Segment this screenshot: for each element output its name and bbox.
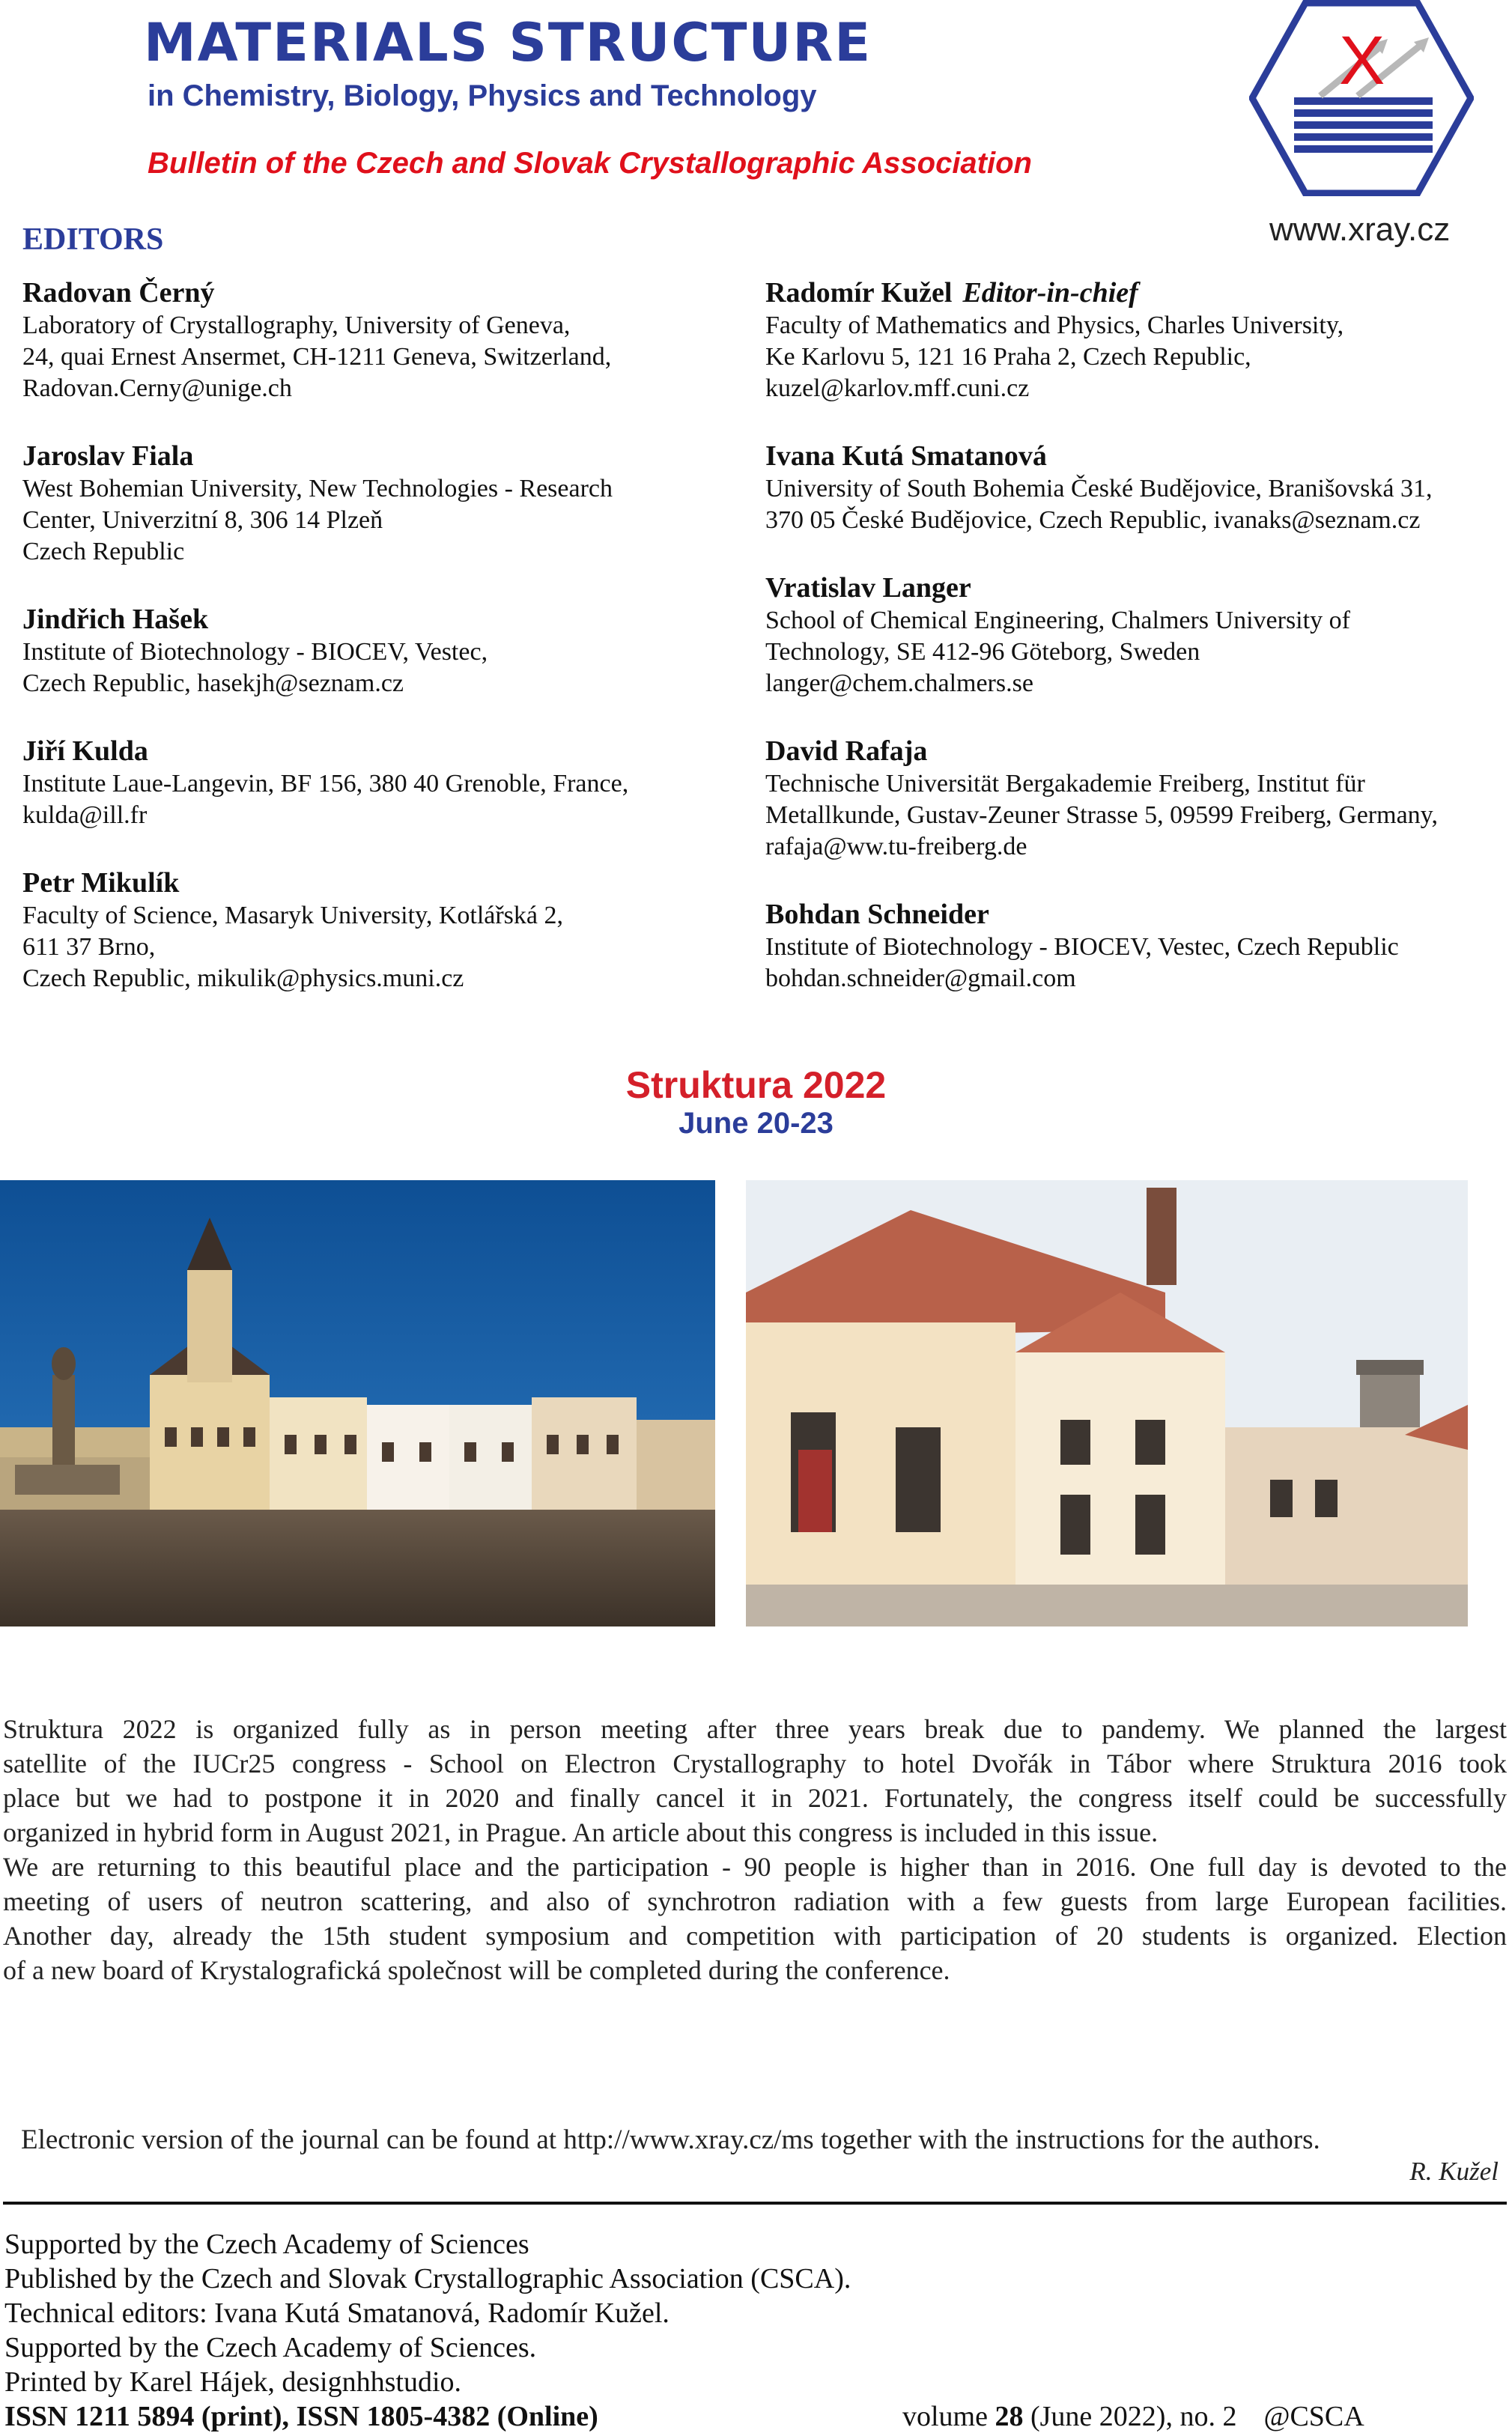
editor-email[interactable]: bohdan.schneider@gmail.com [765,965,1076,992]
volume-suffix: (June 2022), no. 2 [1023,2401,1237,2432]
volume-info [902,2399,1364,2434]
town-square-photo [0,1180,715,1626]
editor-smatanova [765,439,1484,536]
body-line: satellite of the IUCr25 congress - School on Electron Crystallography to hotel Dvořák in Tábor where Struktura 2016 took [3,1749,1507,1779]
conference-date: June 20-23 [678,1107,834,1140]
editor-name: Radomír Kužel [765,277,953,309]
footer-line: Supported by the Czech Academy of Sciences [4,2229,529,2260]
signature: R. Kužel [1409,2157,1499,2186]
xray-logo-icon [1249,0,1474,196]
website-url[interactable]: www.xray.cz [1269,211,1451,248]
editor-address-line: Czech Republic [22,538,185,565]
conference-title: Struktura 2022 [625,1064,887,1106]
footer-line: Published by the Czech and Slovak Crystallographic Association (CSCA). [4,2263,851,2294]
body-line: We are returning to this beautiful place and the participation - 90 people is higher than in 2016. One full day is devoted to the [3,1852,1507,1882]
logo-letter: X [1339,22,1385,99]
editor-address-line: West Bohemian University, New Technologies - Research [22,475,613,502]
editor-address-line: Faculty of Mathematics and Physics, Charles University, [765,312,1344,339]
journal-title: MATERIALS STRUCTURE [144,12,872,73]
issn: ISSN 1211 5894 (print), ISSN 1805-4382 (Online) [4,2401,598,2432]
editor-name: Bohdan Schneider [765,899,989,930]
copyright: @CSCA [1263,2401,1364,2432]
editor-address-line: Technische Universität Bergakademie Freiberg, Institut für [765,770,1365,798]
editor-email[interactable]: Czech Republic, mikulik@physics.muni.cz [22,965,464,992]
editor-rafaja [765,734,1484,863]
editor-address-line: Institute Laue-Langevin, BF 156, 380 40 Grenoble, France, [22,770,629,798]
editor-address-line: 611 37 Brno, [22,933,156,961]
volume-number: 28 [995,2401,1024,2432]
footer-divider [3,2202,1507,2205]
editor-schneider [765,897,1484,994]
editor-name: David Rafaja [765,735,928,767]
editor-address-line: Laboratory of Crystallography, University of Geneva, [22,312,571,339]
editor-name: Jiří Kulda [22,735,148,767]
editor-address-line: School of Chemical Engineering, Chalmers University of [765,607,1350,634]
editor-address-line: University of South Bohemia České Budějovice, Branišovská 31, [765,475,1433,502]
editor-email[interactable]: langer@chem.chalmers.se [765,669,1033,697]
electronic-version-note: Electronic version of the journal can be found at http://www.xray.cz/ms together with the instructions for the authors. [21,2124,1320,2155]
editor-name: Petr Mikulík [22,867,180,899]
editor-email[interactable]: Czech Republic, hasekjh@seznam.cz [22,669,404,697]
editor-address-line: Faculty of Science, Masaryk University, Kotlářská 2, [22,902,564,929]
editor-role: Editor-in-chief [962,277,1138,309]
journal-subtitle: in Chemistry, Biology, Physics and Technology [148,79,817,112]
editor-name: Ivana Kutá Smatanová [765,440,1047,472]
editor-address-line: 24, quai Ernest Ansermet, CH-1211 Geneva, Switzerland, [22,343,612,371]
body-line: Struktura 2022 is organized fully as in person meeting after three years break due to pandemy. We planned the largest [3,1714,1507,1744]
editor-email[interactable]: Radovan.Cerny@unige.ch [22,374,292,402]
editor-name: Radovan Černý [22,277,215,309]
editor-address-line: Technology, SE 412-96 Göteborg, Sweden [765,638,1200,666]
editors-heading: EDITORS [22,222,164,257]
footer-line: Technical editors: Ivana Kutá Smatanová, Radomír Kužel. [4,2297,670,2329]
editor-fiala [22,439,741,568]
body-line: organized in hybrid form in August 2021, in Prague. An article about this congress is included in this issue. [3,1817,1159,1847]
editor-name: Jaroslav Fiala [22,440,194,472]
editor-name-row [765,276,1484,310]
editor-address-line: Center, Univerzitní 8, 306 14 Plzeň [22,506,383,534]
editor-email[interactable]: kuzel@karlov.mff.cuni.cz [765,374,1030,402]
editor-address-line: Institute of Biotechnology - BIOCEV, Vestec, [22,638,488,666]
body-line: meeting of users of neutron scattering, and also of synchrotron radiation with a few guests from large European facilities. [3,1886,1507,1916]
editor-email[interactable]: 370 05 České Budějovice, Czech Republic, ivanaks@seznam.cz [765,506,1421,534]
editor-email[interactable]: kulda@ill.fr [22,801,148,829]
editor-hasek [22,602,741,699]
body-line: Another day, already the 15th student symposium and competition with participation of 20 students is organized. Election [3,1921,1507,1951]
editor-email[interactable]: rafaja@ww.tu-freiberg.de [765,833,1027,860]
body-line: place but we had to postpone it in 2020 and finally cancel it in 2021. Fortunately, the congress itself could be successfully [3,1783,1507,1813]
bulletin-line: Bulletin of the Czech and Slovak Crystallographic Association [148,147,1032,180]
footer-line: Printed by Karel Hájek, designhhstudio. [4,2366,462,2398]
volume-prefix: volume [902,2401,995,2432]
hotel-street-photo [746,1180,1468,1626]
footer-line: Supported by the Czech Academy of Sciences. [4,2332,537,2363]
editor-cerny [22,276,741,404]
body-line: of a new board of Krystalografická společnost will be completed during the conference. [3,1955,950,1985]
editor-langer [765,571,1484,699]
editor-address-line: Metallkunde, Gustav-Zeuner Strasse 5, 09599 Freiberg, Germany, [765,801,1438,829]
editor-address-line: Institute of Biotechnology - BIOCEV, Vestec, Czech Republic [765,933,1399,961]
editor-kulda [22,734,741,831]
editor-kuzel [765,276,1484,404]
editor-mikulik [22,866,741,994]
conference-description [3,1712,1507,1987]
editor-name: Vratislav Langer [765,572,971,604]
editor-name: Jindřich Hašek [22,604,209,635]
editor-address-line: Ke Karlovu 5, 121 16 Praha 2, Czech Republic, [765,343,1251,371]
